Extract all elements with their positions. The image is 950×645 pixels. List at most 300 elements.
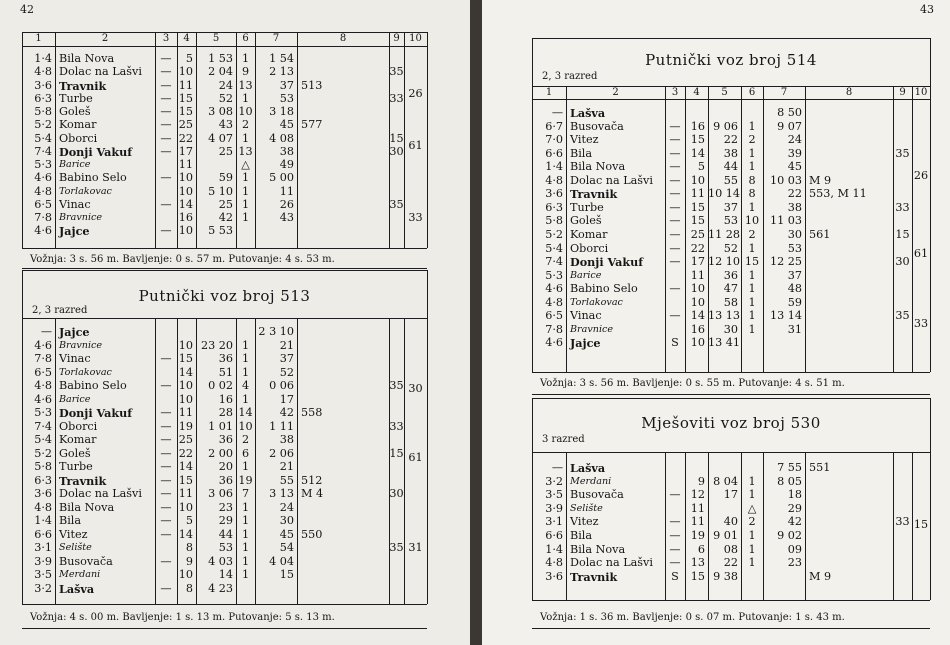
station-name: Dolac na Lašvi: [59, 65, 142, 79]
table-cell: —: [160, 460, 172, 473]
table-cell: —: [160, 144, 172, 158]
table-cell: 7: [241, 487, 250, 500]
distance-cell: 7·8: [34, 211, 52, 224]
connection-cell: M 4: [301, 487, 324, 500]
column-divider: [566, 86, 567, 372]
table-cell: 53: [279, 91, 294, 105]
table-cell: 59: [787, 295, 802, 309]
table-cell: 1: [241, 527, 250, 541]
table-cell: 44: [723, 160, 738, 174]
table-cell: 54: [279, 541, 294, 554]
station-name: Barice: [570, 269, 602, 281]
section-separator: [22, 628, 427, 629]
table-cell: —: [669, 488, 681, 502]
table-cell: 17: [723, 488, 738, 502]
table-cell: 1: [748, 542, 756, 556]
table-cell: 8: [748, 187, 756, 201]
table-cell: S: [671, 569, 679, 583]
speed-cell: 61: [408, 139, 423, 152]
distance-cell: 4·8: [34, 500, 52, 514]
station-name: Lašva: [59, 581, 95, 596]
connection-cell: 558: [301, 406, 323, 419]
station-name: Turbe: [59, 460, 93, 473]
table-cell: 33: [389, 419, 404, 433]
distance-cell: 5·2: [34, 118, 52, 132]
station-name: Torlakovac: [59, 366, 112, 378]
station-name: Babino Selo: [570, 282, 638, 296]
table-cell: 25: [690, 227, 705, 241]
table-cell: 25: [178, 433, 193, 446]
table-cell: 1: [241, 392, 250, 406]
column-divider: [805, 86, 806, 372]
table-cell: —: [160, 197, 172, 211]
station-name: Vinac: [570, 309, 602, 323]
station-name: Travnik: [570, 187, 618, 202]
distance-cell: 5·4: [34, 433, 52, 446]
table-cell: 1: [748, 295, 756, 309]
table-cell: 25: [178, 118, 193, 132]
station-name: Busovača: [570, 119, 624, 133]
column-divider: [297, 318, 298, 604]
station-name: Goleš: [570, 214, 602, 228]
table-cell: 3 18: [269, 105, 294, 118]
table-cell: 12 25: [769, 255, 802, 269]
table-cell: 38: [279, 433, 294, 446]
table-cell: 30: [389, 487, 404, 500]
distance-cell: 6·3: [545, 200, 563, 214]
station-name: Vitez: [59, 527, 88, 541]
table-cell: 23: [787, 556, 802, 570]
table-cell: 2 13: [269, 65, 294, 79]
distance-cell: 5·8: [34, 460, 52, 473]
table-cell: —: [669, 227, 681, 241]
station-name: Vitez: [570, 515, 599, 529]
table-cell: —: [669, 515, 681, 529]
table-cell: —: [160, 52, 172, 65]
table-cell: 38: [279, 144, 294, 158]
table-footer: Vožnja: 3 s. 56 m. Bavljenje: 0 s. 55 m. Putovanje: 4 s. 51 m.: [540, 378, 845, 389]
section-rule: [22, 318, 427, 319]
table-cell: —: [669, 146, 681, 160]
station-name: Travnik: [570, 569, 618, 584]
table-cell: —: [160, 131, 172, 145]
page-right: [482, 0, 950, 645]
table-cell: 55: [279, 473, 294, 487]
station-name: Oborci: [59, 131, 98, 145]
table-cell: 10 14: [708, 187, 741, 201]
table-cell: 15: [279, 568, 294, 581]
table-cell: 3 08: [208, 105, 233, 118]
table-cell: —: [160, 118, 172, 132]
station-name: Bravnice: [59, 212, 103, 223]
table-cell: 9 38: [713, 569, 738, 583]
table-cell: 2: [748, 515, 756, 529]
station-name: Travnik: [59, 78, 107, 93]
table-cell: —: [669, 200, 681, 214]
table-cell: 37: [787, 268, 802, 282]
distance-cell: 4·8: [34, 65, 52, 79]
table-cell: 4: [241, 379, 250, 392]
distance-cell: 7·8: [545, 322, 563, 336]
table-cell: 59: [218, 171, 233, 185]
table-cell: 10: [178, 224, 193, 238]
table-cell: 8 04: [713, 474, 738, 488]
station-name: Torlakovac: [570, 296, 623, 308]
station-name: Bravnice: [59, 339, 103, 351]
table-cell: 13 13: [708, 309, 741, 323]
table-cell: 10: [744, 214, 760, 228]
table-cell: 10: [178, 500, 193, 514]
column-divider: [55, 318, 56, 604]
station-name: Dolac na Lašvi: [570, 556, 653, 570]
speed-cell: 26: [408, 87, 423, 100]
table-cell: 19: [178, 419, 193, 433]
table-cell: 49: [279, 158, 294, 171]
table-cell: 1: [748, 529, 756, 542]
table-cell: 2 04: [208, 65, 233, 79]
speed-cell: 30: [408, 382, 423, 395]
station-name: Goleš: [59, 105, 91, 118]
column-header: 7: [272, 33, 280, 44]
table-cell: 19: [690, 529, 705, 542]
table-cell: 15: [690, 569, 705, 583]
station-name: Vinac: [59, 197, 91, 211]
table-cell: 15: [178, 473, 193, 487]
table-cell: —: [160, 65, 172, 79]
table-cell: —: [160, 473, 172, 487]
column-header: 5: [721, 87, 728, 98]
station-name: Jajce: [59, 325, 90, 339]
station-name: Donji Vakuf: [59, 406, 133, 420]
distance-cell: 6·6: [545, 529, 563, 542]
table-cell: 1: [748, 268, 756, 282]
table-cell: —: [160, 487, 172, 500]
table-cell: 11 28: [708, 227, 741, 241]
table-cell: 1: [748, 146, 756, 160]
table-top-rule: [532, 38, 930, 39]
distance-cell: 6·5: [34, 365, 52, 379]
table-cell: 2: [241, 433, 250, 446]
table-cell: 15: [895, 227, 910, 241]
header-rule-bottom: [532, 99, 930, 100]
table-cell: 1: [241, 541, 250, 554]
speed-cell: 15: [913, 518, 929, 531]
table-cell: 11: [690, 515, 705, 529]
distance-cell: 5·4: [34, 131, 52, 145]
column-header: 2: [612, 87, 619, 98]
table-cell: 42: [218, 211, 233, 224]
table-cell: 2 00: [208, 446, 233, 460]
table-cell: 20: [218, 460, 233, 473]
connection-cell: 512: [301, 473, 323, 487]
connection-cell: M 9: [809, 569, 832, 583]
station-name: Bravnice: [570, 323, 614, 335]
page-number: 42: [20, 3, 34, 16]
distance-cell: 5·8: [545, 214, 563, 228]
distance-cell: 1·4: [34, 514, 52, 527]
table-cell: 14: [690, 309, 705, 323]
table-cell: 18: [787, 488, 802, 502]
distance-cell: 1·4: [545, 542, 563, 556]
column-divider: [55, 32, 56, 248]
distance-cell: 6·3: [34, 91, 52, 105]
table-cell: —: [669, 173, 681, 187]
page-number: 43: [920, 3, 934, 16]
table-cell: 11: [178, 487, 193, 500]
table-cell: —: [669, 133, 681, 147]
table-cell: 15: [178, 105, 193, 118]
column-header: 5: [212, 33, 220, 44]
distance-cell: 3·1: [34, 541, 52, 554]
distance-cell: 6·5: [34, 197, 52, 211]
speed-cell: 61: [408, 451, 423, 464]
table-cell: 11: [178, 406, 193, 419]
station-name: Vinac: [59, 352, 91, 365]
distance-cell: 3·5: [545, 488, 563, 502]
table-cell: 1: [241, 338, 250, 352]
station-name: Turbe: [570, 200, 604, 214]
table-cell: 09: [787, 542, 802, 556]
table-bottom-rule: [22, 248, 427, 249]
section-rule: [532, 452, 930, 453]
table-cell: 15: [389, 446, 404, 460]
table-cell: —: [160, 500, 172, 514]
table-cell: 4 07: [208, 131, 233, 145]
distance-cell: 5·3: [545, 268, 563, 282]
table-cell: 10: [690, 173, 705, 187]
table-cell: —: [669, 241, 681, 255]
table-cell: 22: [723, 556, 738, 570]
connection-cell: 513: [301, 78, 323, 92]
table-cell: 33: [895, 200, 910, 214]
table-cell: 45: [787, 160, 802, 174]
distance-cell: 4·8: [34, 184, 52, 198]
table-cell: 1: [241, 171, 250, 185]
column-header: 1: [35, 33, 42, 44]
connection-cell: 550: [301, 527, 323, 541]
table-cell: —: [160, 446, 172, 460]
table-cell: 22: [787, 187, 802, 201]
table-cell: 1: [748, 474, 756, 488]
distance-cell: 3·9: [34, 554, 52, 568]
table-cell: 16: [690, 322, 705, 336]
table-cell: 1: [241, 91, 250, 105]
table-cell: 43: [279, 211, 294, 224]
table-cell: 12 10: [708, 255, 741, 269]
table-cell: —: [669, 255, 681, 269]
column-header: 8: [339, 33, 347, 44]
station-name: Donji Vakuf: [570, 255, 644, 270]
table-cell: 23 20: [200, 338, 233, 352]
table-cell: 5 53: [208, 224, 233, 238]
table-cell: 37: [279, 78, 294, 92]
table-cell: 15: [178, 91, 193, 105]
table-cell: 37: [279, 352, 294, 365]
distance-cell: 4·8: [545, 295, 563, 309]
table-cell: S: [671, 336, 679, 350]
table-cell: 45: [279, 118, 294, 132]
station-name: Bila Nova: [59, 52, 115, 65]
table-cell: 1: [748, 488, 756, 502]
station-name: Busovača: [59, 554, 113, 568]
table-cell: 30: [389, 144, 404, 158]
table-cell: 1: [748, 200, 756, 214]
table-footer: Vožnja: 4 s. 00 m. Bavljenje: 1 s. 13 m. Putovanje: 5 s. 13 m.: [30, 612, 335, 623]
table-bottom-rule: [22, 604, 427, 605]
table-cell: 11: [279, 184, 294, 198]
distance-cell: 4·6: [34, 224, 52, 238]
table-cell: 2: [748, 227, 756, 241]
table-cell: —: [160, 352, 172, 365]
table-cell: 1: [241, 211, 250, 224]
table-cell: 0 06: [269, 379, 294, 392]
table-cell: 5: [185, 514, 193, 527]
connection-cell: 551: [809, 461, 831, 474]
table-cell: 15: [690, 133, 705, 147]
table-cell: 15: [178, 352, 193, 365]
table-cell: 9: [241, 65, 250, 79]
distance-cell: 7·4: [545, 255, 563, 269]
table-cell: —: [160, 78, 172, 92]
table-cell: 36: [723, 268, 738, 282]
distance-cell: 3·2: [34, 581, 52, 595]
connection-cell: M 9: [809, 173, 832, 187]
station-name: Busovača: [570, 488, 624, 502]
table-cell: 26: [279, 197, 294, 211]
table-cell: 0 02: [208, 379, 233, 392]
table-cell: 44: [218, 527, 233, 541]
distance-cell: 5·2: [34, 446, 52, 460]
table-cell: 11: [690, 187, 705, 201]
table-cell: 14: [178, 527, 193, 541]
table-cell: —: [160, 554, 172, 568]
table-cell: 1: [241, 184, 250, 198]
distance-cell: 5·3: [34, 158, 52, 171]
table-cell: 35: [389, 379, 404, 392]
table-cell: 10: [178, 184, 193, 198]
table-cell: 11: [178, 78, 193, 92]
table-cell: 19: [238, 473, 253, 487]
table-cell: 10: [178, 392, 193, 406]
train-title: Putnički voz broj 513: [138, 287, 311, 305]
table-cell: 4 03: [208, 554, 233, 568]
table-cell: 48: [787, 282, 802, 296]
distance-cell: 1·4: [545, 160, 563, 174]
table-cell: 16: [178, 211, 193, 224]
table-cell: 35: [389, 541, 404, 554]
table-cell: 6: [241, 446, 250, 460]
table-cell: 37: [723, 200, 738, 214]
table-cell: 1: [241, 568, 250, 581]
table-bottom-rule: [532, 600, 930, 601]
table-cell: 11: [690, 268, 705, 282]
column-header: 6: [242, 33, 249, 44]
class-label: 2, 3 razred: [32, 305, 88, 316]
distance-cell: 1·4: [34, 52, 52, 65]
table-cell: 29: [787, 501, 802, 515]
table-cell: 10: [178, 171, 193, 185]
table-cell: 15: [690, 200, 705, 214]
distance-cell: 7·4: [34, 419, 52, 433]
connection-cell: 553, M 11: [809, 187, 867, 201]
table-cell: 22: [690, 241, 705, 255]
speed-cell: 33: [408, 211, 423, 224]
station-name: Torlakovac: [59, 185, 112, 197]
table-cell: 30: [723, 322, 738, 336]
distance-cell: 6·3: [34, 473, 52, 487]
distance-cell: 6·7: [545, 119, 563, 133]
station-name: Bila Nova: [570, 160, 626, 174]
table-cell: —: [669, 529, 681, 542]
column-header: 9: [393, 33, 400, 44]
distance-cell: 4·8: [34, 379, 52, 392]
distance-cell: 4·6: [34, 171, 52, 185]
station-name: Dolac na Lašvi: [570, 173, 653, 187]
speed-cell: 31: [408, 541, 423, 554]
column-header: 3: [162, 33, 170, 44]
table-cell: 9 02: [777, 529, 802, 542]
station-name: Bila Nova: [59, 500, 115, 514]
table-cell: 17: [690, 255, 705, 269]
table-cell: —: [160, 419, 172, 433]
table-cell: 2: [241, 118, 250, 132]
table-cell: 9: [185, 554, 193, 568]
column-header: 7: [780, 87, 788, 98]
table-cell: 1 53: [208, 52, 233, 65]
distance-cell: 3·2: [545, 474, 563, 488]
connection-cell: 561: [809, 227, 831, 241]
table-cell: 1 54: [269, 52, 294, 65]
table-cell: 11 03: [769, 214, 802, 228]
table-cell: 51: [218, 365, 233, 379]
station-name: Oborci: [570, 241, 609, 255]
station-name: Babino Selo: [59, 171, 127, 185]
table-cell: 25: [218, 144, 233, 158]
table-cell: 35: [895, 146, 910, 160]
table-cell: 24: [279, 500, 294, 514]
class-label: 3 razred: [542, 434, 585, 445]
table-cell: 1 11: [269, 419, 294, 433]
station-name: Goleš: [59, 446, 91, 460]
table-cell: 1: [241, 514, 250, 527]
distance-cell: 5·3: [34, 406, 52, 419]
table-cell: 1: [241, 460, 250, 473]
distance-cell: 5·4: [545, 241, 563, 255]
distance-cell: 7·8: [34, 352, 52, 365]
class-label: 2, 3 razred: [542, 71, 598, 82]
table-cell: —: [160, 406, 172, 419]
table-cell: —: [160, 224, 172, 238]
table-cell: —: [669, 556, 681, 570]
column-header: 6: [748, 87, 756, 98]
table-cell: 53: [218, 541, 233, 554]
table-cell: 5 10: [208, 184, 233, 198]
station-name: Barice: [59, 393, 91, 405]
table-cell: 10: [238, 105, 253, 118]
book-gutter: [470, 0, 482, 645]
table-cell: 4 04: [269, 554, 294, 568]
distance-cell: 5·8: [34, 105, 52, 118]
table-cell: 1: [748, 556, 756, 570]
table-cell: 15: [744, 255, 760, 269]
speed-cell: 26: [913, 169, 929, 182]
distance-cell: 6·6: [34, 527, 52, 541]
speed-cell: 61: [913, 247, 929, 260]
table-cell: 14: [690, 146, 705, 160]
station-name: Lašva: [570, 461, 606, 475]
table-cell: 35: [895, 309, 910, 323]
distance-cell: 3·6: [545, 569, 563, 583]
